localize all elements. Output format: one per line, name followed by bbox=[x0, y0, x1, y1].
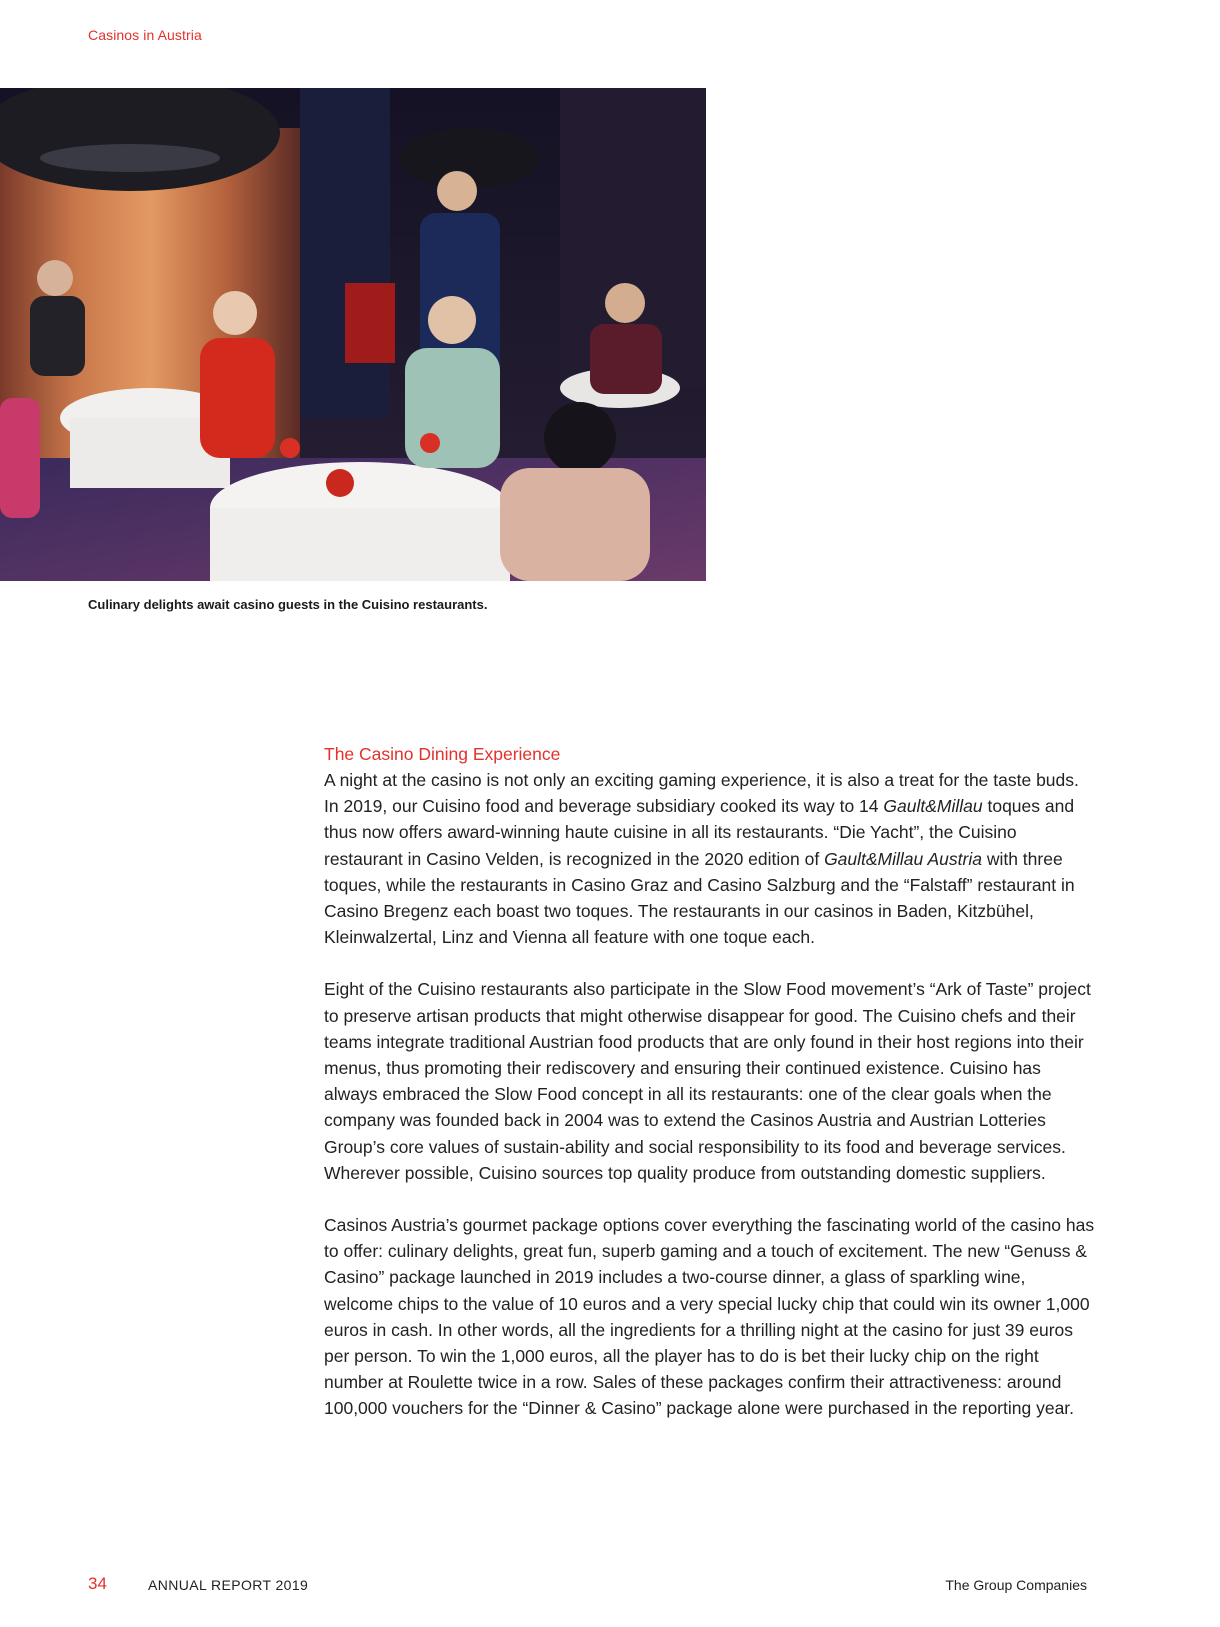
article-paragraph-3: Casinos Austria’s gourmet package options cover everything the fascinating world of the casino has to offer: culinary delights, great fun, superb gaming and a touch of excitement. The new “Genuss & Casino” package launched in 2019 includes a two-course dinner, a glass of sparkling wine, welcome chips to the value of 10 euros and a very special lucky chip that could win its owner 1,000 euros in cash. In other words, all the ingredients for a thrilling night at the casino for just 39 euros per person. To win the 1,000 euros, all the player has to do is bet their lucky chip on the right number at Roulette twice in a row. Sales of these packages confirm their attractiveness: around 100,000 vouchers for the “Dinner & Casino” package alone were purchased in the reporting year. bbox=[324, 1215, 1095, 1419]
page-number: 34 bbox=[88, 1574, 107, 1593]
article-paragraph-1: A night at the casino is not only an exciting gaming experience, it is also a treat for the taste buds. In 2019, our Cuisino food and beverage subsidiary cooked its way to 14 Gault&Millau toques and thus now offers award-winning haute cuisine in all its restaurants. “Die Yacht”, the Cuisino restaurant in Casino Velden, is recognized in the 2020 edition of Gault&Millau Austria with three toques, while the restaurants in Casino Graz and Casino Salzburg and the “Falstaff” restaurant in Casino Bregenz each boast two toques. The restaurants in our casinos in Baden, Kitzbühel, Kleinwalzertal, Linz and Vienna all feature with one toque each. bbox=[324, 770, 1079, 948]
article-paragraph-2: Eight of the Cuisino restaurants also participate in the Slow Food movement’s “Ark of Taste” project to preserve artisan products that might otherwise disappear for good. The Cuisino chefs and their teams integrate traditional Austrian food products that are only found in their host regions into their menus, thus promoting their rediscovery and ensuring their continued existence. Cuisino has always embraced the Slow Food concept in all its restaurants: one of the clear goals when the company was founded back in 2004 was to extend the Casinos Austria and Austrian Lotteries Group’s core values of sustain-ability and social responsibility to its food and beverage services. Wherever possible, Cuisino sources top quality produce from outstanding domestic suppliers. bbox=[324, 979, 1091, 1183]
article-heading: The Casino Dining Experience bbox=[324, 744, 561, 764]
photo-caption: Culinary delights await casino guests in the Cuisino restaurants. bbox=[88, 597, 488, 612]
section-title: The Group Companies bbox=[945, 1577, 1087, 1593]
restaurant-photo bbox=[0, 88, 706, 581]
running-head: Casinos in Austria bbox=[88, 27, 202, 43]
article bbox=[324, 741, 1096, 1448]
report-title: ANNUAL REPORT 2019 bbox=[148, 1577, 309, 1593]
